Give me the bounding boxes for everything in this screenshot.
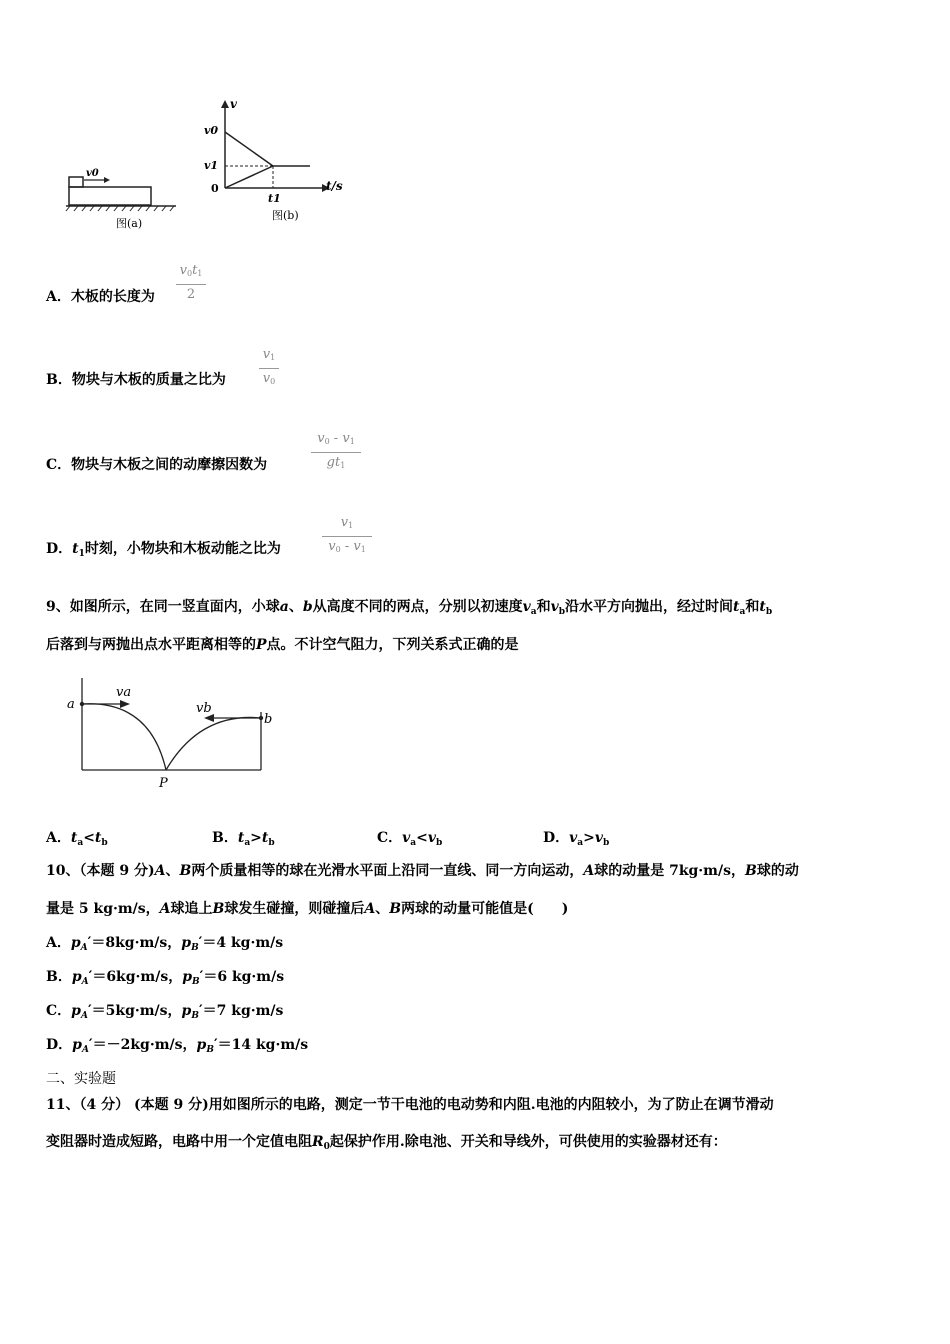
point-b xyxy=(259,716,263,720)
var: v xyxy=(427,830,437,846)
v-axis-label: v xyxy=(230,98,237,111)
sub: B xyxy=(191,943,199,953)
option-text: 时刻，小物块和木板动能之比为 xyxy=(84,541,281,557)
value: ′＝－2kg·m/s， xyxy=(88,1037,197,1053)
text: 沿水平方向抛出，经过时间 xyxy=(565,599,734,615)
text: 两个质量相等的球在光滑水平面上沿同一直线、同一方向运动， xyxy=(191,863,584,879)
sub: B xyxy=(191,1011,199,1021)
var: v xyxy=(594,830,603,846)
frac-sub: 0 xyxy=(270,377,276,386)
option-label: A． xyxy=(46,289,71,305)
var-p: p xyxy=(196,1037,207,1053)
text: 两球的动量可能值是( ) xyxy=(401,901,569,917)
frac-var: v xyxy=(328,539,336,554)
q10-option-a xyxy=(46,934,283,957)
frac-sub: 1 xyxy=(360,545,366,554)
var: t xyxy=(94,830,102,846)
frac-var: v xyxy=(342,431,350,446)
var-a: A xyxy=(364,901,376,917)
option-label: A． xyxy=(46,935,71,951)
point-a xyxy=(80,702,84,706)
var-t: t xyxy=(733,599,740,615)
frac-var: v xyxy=(179,263,187,278)
var-p: p xyxy=(181,935,192,951)
var-p: p xyxy=(70,935,81,951)
text: 变阻器时造成短路，电路中用一个定值电阻 xyxy=(46,1134,312,1150)
q9-option-c xyxy=(377,829,442,852)
operator: > xyxy=(583,830,595,846)
trajectory-a xyxy=(82,704,166,770)
q8-option-a xyxy=(46,288,155,306)
frac-sub: 1 xyxy=(348,521,354,530)
var: t xyxy=(261,830,269,846)
time-sub: 1 xyxy=(78,549,85,559)
sub: A xyxy=(80,1011,88,1021)
option-label: D． xyxy=(46,541,73,557)
text: 、 xyxy=(165,863,180,879)
caption-a: 图(a) xyxy=(116,217,143,230)
text: 起保护作用.除电池、开关和导线外，可供使用的实验器材还有： xyxy=(329,1134,727,1150)
sub: b xyxy=(765,607,773,617)
text: 10、（本题 9 分) xyxy=(46,863,155,879)
label-va: va xyxy=(116,685,132,700)
time-var: t xyxy=(72,541,79,557)
text: 和 xyxy=(536,599,551,615)
sub: A xyxy=(81,977,89,987)
block xyxy=(69,177,83,187)
var-p: p xyxy=(72,1037,82,1053)
var-a: a xyxy=(279,599,289,615)
frac-var: v xyxy=(262,371,271,386)
text: 从高度不同的两点，分别以初速度 xyxy=(312,599,523,615)
q11-stem-line1: 11、（4 分） (本题 9 分)用如图所示的电路，测定一节干电池的电动势和内阻.电池的内阻较小，为了防止在调节滑动 xyxy=(46,1097,774,1113)
section-heading: 二、实验题 xyxy=(46,1071,116,1087)
sub: b xyxy=(268,838,275,848)
option-label: C． xyxy=(377,830,403,846)
q10-option-c xyxy=(46,1002,283,1025)
option-text: 木板的长度为 xyxy=(70,289,155,305)
var-b: b xyxy=(302,599,313,615)
q11-stem-line2 xyxy=(46,1133,727,1156)
frac-minus: - xyxy=(340,539,354,554)
value: ′＝4 kg·m/s xyxy=(198,935,284,951)
var: v xyxy=(569,830,578,846)
sub: b xyxy=(101,838,108,848)
q8-d-fraction xyxy=(322,515,372,558)
q8-option-b xyxy=(46,371,226,389)
frac-var: t xyxy=(192,263,198,278)
line-board xyxy=(225,132,273,166)
q10-option-d xyxy=(46,1036,308,1059)
text: 和 xyxy=(745,599,760,615)
var-a: A xyxy=(159,901,171,917)
text: 球追上 xyxy=(170,901,213,917)
operator: < xyxy=(416,830,428,846)
var-p: p xyxy=(182,969,193,985)
sub: a xyxy=(530,607,537,617)
option-text: 物块与木板之间的动摩擦因数为 xyxy=(71,457,268,473)
var-a: A xyxy=(154,863,166,879)
option-label: A． xyxy=(46,830,71,846)
q8-a-fraction xyxy=(176,263,206,303)
operator: > xyxy=(250,830,262,846)
sub: b xyxy=(436,838,443,848)
value: ′＝6kg·m/s， xyxy=(88,969,183,985)
q10-stem-line1 xyxy=(46,862,799,880)
figure-q9 xyxy=(60,670,280,795)
frac-sub: 1 xyxy=(197,269,203,278)
sub: a xyxy=(244,838,251,848)
text: 量是 5 kg·m/s， xyxy=(46,901,160,917)
frac-var: gt xyxy=(326,455,341,470)
var: t xyxy=(237,830,245,846)
var-b: B xyxy=(389,901,402,917)
arrowhead-va xyxy=(120,700,130,708)
var-p: p xyxy=(181,1003,192,1019)
velocity-label: v0 xyxy=(86,168,99,179)
frac-var: v xyxy=(353,539,361,554)
q9-option-a xyxy=(46,829,108,852)
option-label: D． xyxy=(46,1037,73,1053)
q9-stem-line2 xyxy=(46,636,519,654)
label-b: b xyxy=(264,712,273,727)
text: 点。不计空气阻力，下列关系式正确的是 xyxy=(266,637,519,653)
v1-label: v1 xyxy=(204,159,219,172)
option-label: B． xyxy=(46,969,72,985)
frac-var: v xyxy=(262,347,271,362)
sub: A xyxy=(81,1045,89,1055)
figure-a xyxy=(64,165,179,235)
frac-sub: 0 xyxy=(186,269,193,278)
sub: b xyxy=(558,607,566,617)
sub: b xyxy=(603,838,610,848)
sub: a xyxy=(77,838,84,848)
var-v: v xyxy=(522,599,531,615)
frac-minus: - xyxy=(329,431,343,446)
frac-sub: 0 xyxy=(324,437,330,446)
q8-b-fraction xyxy=(259,347,279,390)
frac-sub: 1 xyxy=(270,353,276,362)
frac-var: v xyxy=(317,431,325,446)
sub: B xyxy=(192,977,200,987)
var: v xyxy=(402,830,411,846)
t1-label: t1 xyxy=(268,192,281,205)
var-v: v xyxy=(550,599,559,615)
sub: a xyxy=(739,607,746,617)
v0-label: v0 xyxy=(204,124,219,137)
frac-sub: 1 xyxy=(340,461,346,470)
var-r: R xyxy=(312,1134,324,1150)
board xyxy=(69,187,151,205)
var: t xyxy=(70,830,78,846)
var-b: B xyxy=(212,901,225,917)
label-p: P xyxy=(159,776,168,791)
text: 9、如图所示，在同一竖直面内，小球 xyxy=(46,599,280,615)
label-a: a xyxy=(67,697,75,712)
v-axis-arrowhead xyxy=(221,100,229,108)
label-vb: vb xyxy=(196,701,212,716)
t-axis-label: t/s xyxy=(326,179,343,193)
var-p: P xyxy=(256,637,267,653)
var-b: B xyxy=(179,863,192,879)
velocity-arrowhead xyxy=(104,177,110,183)
caption-b: 图(b) xyxy=(272,209,299,222)
trajectory-b xyxy=(166,717,261,770)
frac-var: v xyxy=(340,515,349,530)
var-p: p xyxy=(71,1003,81,1019)
q9-option-b xyxy=(212,829,275,852)
line-block xyxy=(225,166,273,188)
sub: a xyxy=(410,838,417,848)
q8-c-fraction xyxy=(311,431,361,474)
option-label: B． xyxy=(46,372,72,388)
sub: a xyxy=(577,838,584,848)
value: ′＝5kg·m/s， xyxy=(87,1003,182,1019)
text: 球的动 xyxy=(756,863,799,879)
var-b: B xyxy=(745,863,757,879)
option-label: C． xyxy=(46,457,72,473)
value: ′＝8kg·m/s， xyxy=(87,935,182,951)
q10-option-b xyxy=(46,968,284,991)
sub: A xyxy=(80,943,88,953)
option-label: C． xyxy=(46,1003,72,1019)
q10-stem-line2 xyxy=(46,900,568,918)
option-label: D． xyxy=(543,830,570,846)
q9-stem-line1 xyxy=(46,598,772,621)
operator: < xyxy=(83,830,95,846)
q9-option-d xyxy=(543,829,609,852)
var-t: t xyxy=(759,599,766,615)
frac-sub: 1 xyxy=(349,437,355,446)
text: 后落到与两抛出点水平距离相等的 xyxy=(46,637,256,653)
q8-option-c xyxy=(46,456,267,474)
text: 、 xyxy=(375,901,390,917)
origin-label: 0 xyxy=(211,182,219,195)
value: ′＝6 kg·m/s xyxy=(199,969,285,985)
var-a: A xyxy=(583,863,595,879)
value: ′＝7 kg·m/s xyxy=(198,1003,284,1019)
sub: 0 xyxy=(323,1142,330,1152)
option-text: 物块与木板的质量之比为 xyxy=(71,372,226,388)
figure-b xyxy=(200,98,355,228)
value: ′＝14 kg·m/s xyxy=(213,1037,309,1053)
option-label: B． xyxy=(212,830,238,846)
frac-sub: 0 xyxy=(335,545,341,554)
text: 球的动量是 7kg·m/s， xyxy=(594,863,745,879)
sub: B xyxy=(206,1045,214,1055)
frac-den: 2 xyxy=(186,287,196,302)
q8-option-d xyxy=(46,540,281,563)
text: 球发生碰撞，则碰撞后 xyxy=(224,901,365,917)
var-p: p xyxy=(71,969,82,985)
text: 、 xyxy=(288,599,303,615)
